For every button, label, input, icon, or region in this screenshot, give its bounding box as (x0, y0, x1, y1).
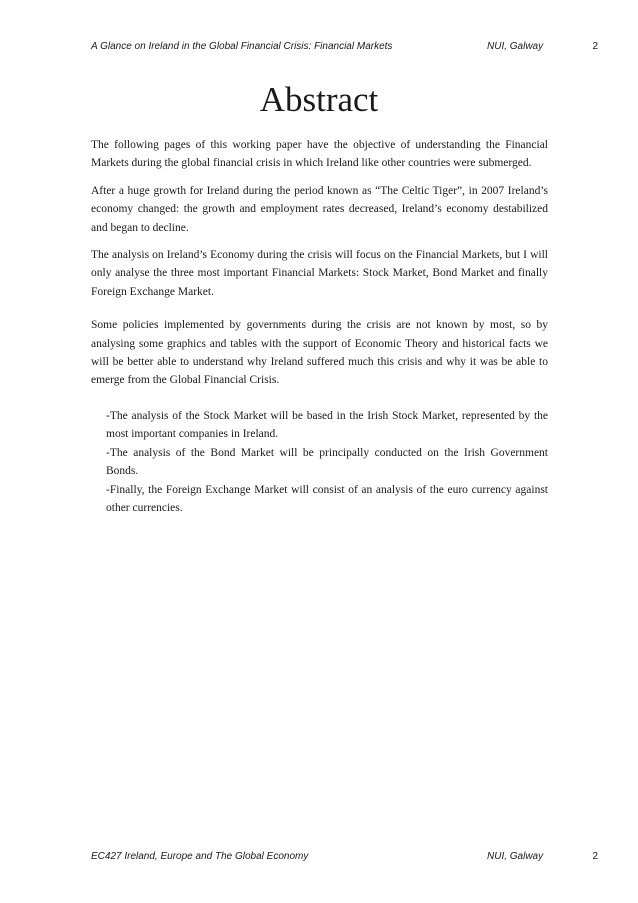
footer-institution: NUI, Galway (487, 851, 544, 862)
list-item-foreign-exchange: -Finally, the Foreign Exchange Market will consist of an analysis of the euro currency against other currencies. (106, 483, 548, 514)
list-item-bond-market: -The analysis of the Bond Market will be principally conducted on the Irish Government Bonds. (106, 446, 548, 478)
paragraph-markets-focus: The analysis on Ireland’s Economy during the crisis will focus on the Financial Markets, but I will only analyse the three most important Financial Markets: Stock Market, Bond Market and finally Foreign Exchange Market. (91, 249, 548, 298)
header-institution: NUI, Galway (487, 41, 544, 52)
page-title: Abstract (259, 80, 379, 119)
header-document-title: A Glance on Ireland in the Global Financial Crisis: Financial Markets (91, 41, 393, 52)
paragraph-objective: The following pages of this working paper have the objective of understanding the Financial Markets during the global financial crisis in which Ireland like other countries were submerged. (91, 139, 548, 170)
paragraph-policies: Some policies implemented by governments during the crisis are not known by most, so by analysing some graphics and tables with the support of Economic Theory and historical facts we will be better able to understand why Ireland suffered much this crisis and why it was be able to emerge from the Global Financial Crisis. (91, 319, 548, 387)
header-page-number: 2 (592, 41, 598, 52)
list-item-stock-market: -The analysis of the Stock Market will be based in the Irish Stock Market, represented by the most important companies in Ireland. (106, 409, 548, 441)
analysis-list (106, 407, 548, 517)
footer-course-title: EC427 Ireland, Europe and The Global Economy (91, 851, 309, 862)
paragraph-celtic-tiger: After a huge growth for Ireland during the period known as “The Celtic Tiger”, in 2007 Ireland’s economy changed: the growth and employment rates decreased, Ireland’s economy destabilized and began to decline. (91, 184, 548, 234)
abstract-body (91, 136, 548, 517)
footer-page-number: 2 (592, 851, 598, 862)
